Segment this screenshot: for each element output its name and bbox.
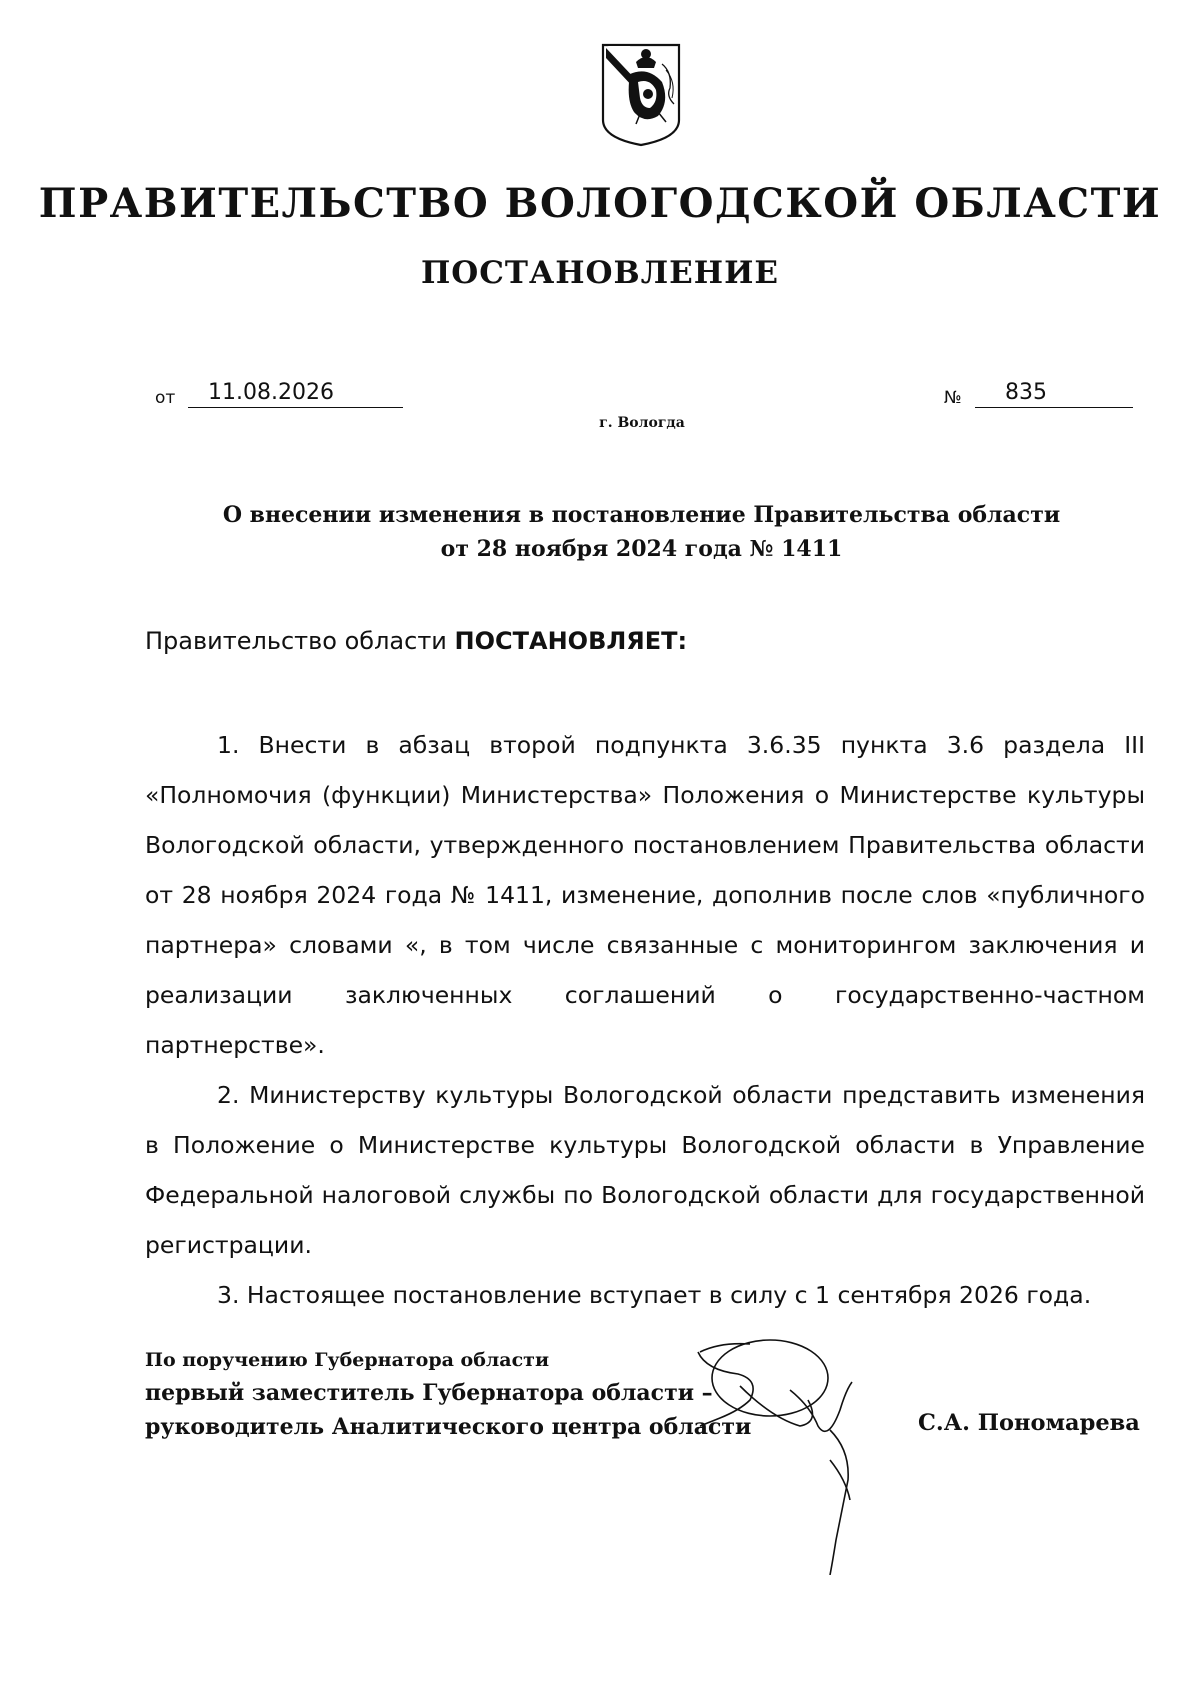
subject-line-1: О внесении изменения в постановление Правительства области (222, 502, 1061, 528)
signatory-line-1: По поручению Губернатора области (145, 1349, 550, 1371)
organization-title: ПРАВИТЕЛЬСТВО ВОЛОГОДСКОЙ ОБЛАСТИ (38, 180, 1162, 227)
document-date: 11.08.2026 (208, 380, 334, 405)
signatory-name: С.А. Пономарева (918, 1410, 1140, 1436)
preamble-text: Правительство области (145, 627, 455, 655)
paragraph-2: 2. Министерству культуры Вологодской области представить изменения в Положение о Министерстве культуры Вологодской области в Управление Федеральной налоговой службы по Вологодской области для государственной регистрации. (145, 1081, 1145, 1259)
document-number: 835 (1005, 380, 1047, 405)
paragraph-1: 1. Внести в абзац второй подпункта 3.6.35 пункта 3.6 раздела III «Полномочия (функции) Министерства» Положения о Министерстве культуры Вологодской области, утвержденного постановлением Правительства области от 28 ноября 2024 года № 1411, изменение, дополнив после слов «публичного партнера» словами «, в том числе связанные с мониторингом заключения и реализации заключенных соглашений о государственно-частном партнерстве». (145, 731, 1145, 1059)
handwritten-signature (680, 1330, 890, 1575)
date-underline (188, 407, 403, 408)
date-label: от (155, 388, 176, 408)
signatory-line-3: руководитель Аналитического центра области (145, 1414, 752, 1440)
city: г. Вологда (599, 415, 685, 431)
number-underline (975, 407, 1133, 408)
subject-line-2: от 28 ноября 2024 года № 1411 (440, 536, 843, 562)
document-body (145, 720, 1145, 1320)
coat-of-arms-icon (600, 42, 682, 148)
paragraph-3: 3. Настоящее постановление вступает в силу с 1 сентября 2026 года. (217, 1281, 1092, 1309)
signatory-title (145, 1344, 751, 1444)
preamble-decree: ПОСТАНОВЛЯЕТ: (454, 627, 688, 655)
number-label: № (944, 388, 962, 408)
signatory-line-2: первый заместитель Губернатора области – (145, 1380, 713, 1406)
document-type: ПОСТАНОВЛЕНИЕ (420, 255, 779, 291)
preamble (145, 627, 687, 655)
document-subject (0, 498, 1200, 566)
